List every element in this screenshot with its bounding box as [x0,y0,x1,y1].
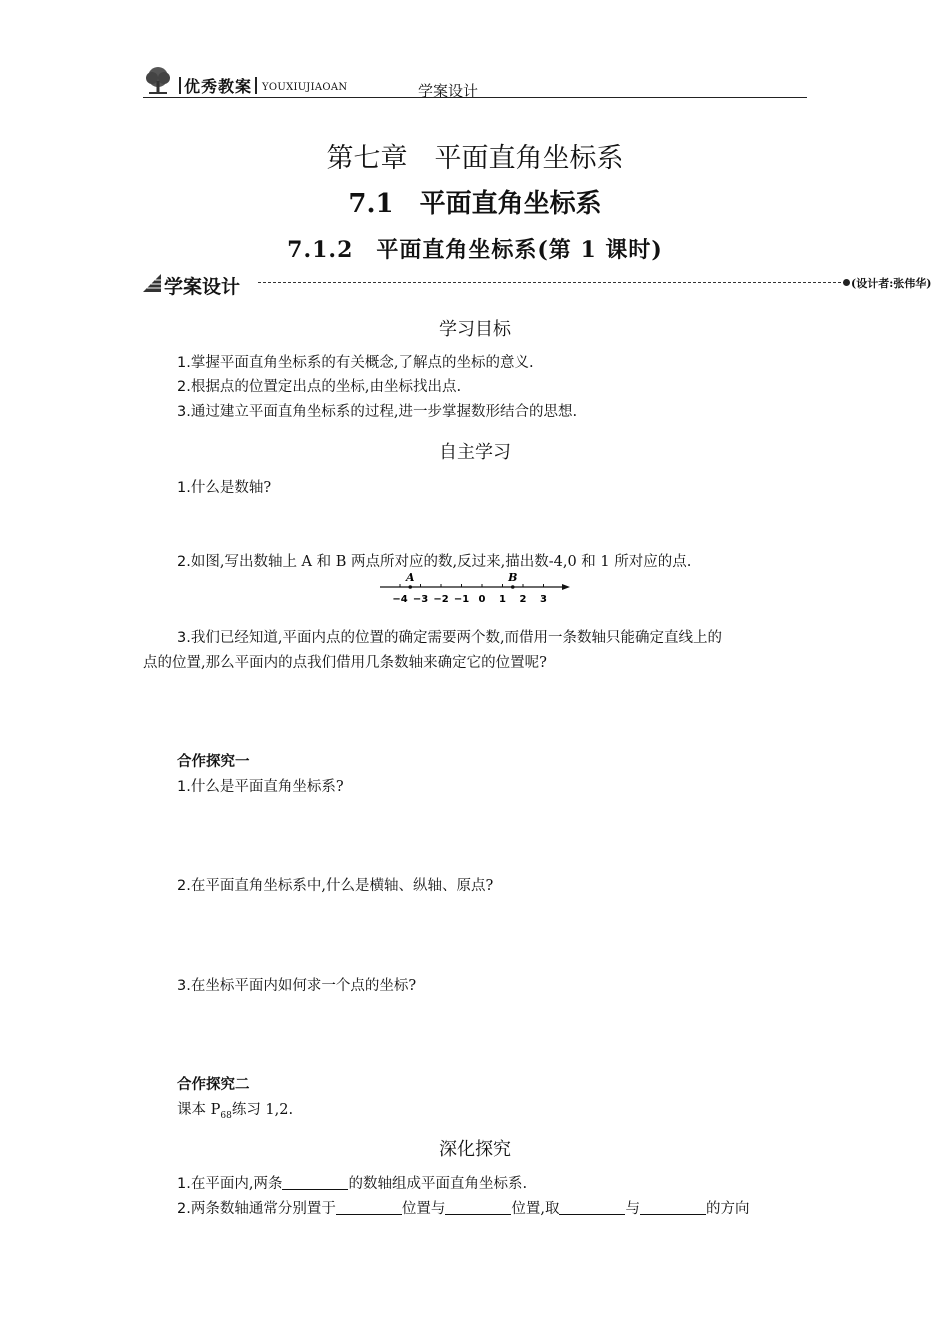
tree-logo-icon [143,66,173,96]
self-study-question: 2.如图,写出数轴上 A 和 B 两点所对应的数,反过来,描出数-4,0 和 1 所对应的点. [177,554,692,570]
brand-name-latin: YOUXIUJIAOAN [262,82,348,93]
coop1-question: 3.在坐标平面内如何求一个点的坐标? [177,978,417,994]
number-line-tick-label: 1 [499,594,506,605]
header-subtitle: 学案设计 [418,82,479,100]
number-line-tick-label: −2 [433,594,449,605]
self-study-question-cont: 点的位置,那么平面内的点我们借用几条数轴来确定它的位置呢? [143,655,547,671]
design-dashed-rule [258,282,846,283]
fill-blank[interactable] [640,1200,706,1215]
number-line-tick-label: −1 [453,594,470,605]
number-line-tick-label: 3 [540,594,547,605]
objective-item: 3.通过建立平面直角坐标系的过程,进一步掌握数形结合的思想. [177,404,578,420]
self-study-heading: 自主学习 [439,442,511,463]
header-rule [143,97,807,98]
brand-name: 优秀教案 [176,74,260,97]
self-study-question: 1.什么是数轴? [177,480,272,496]
number-line-tick-label: 0 [478,594,486,605]
stairs-icon [143,274,161,292]
number-line-arrow [562,584,570,590]
section-title: 7.1 平面直角坐标系 [348,189,602,219]
number-line-tick-label: −4 [392,594,408,605]
coop1-question: 2.在平面直角坐标系中,什么是横轴、纵轴、原点? [177,878,494,894]
coop1-heading: 合作探究一 [177,754,250,770]
lesson-title: 7.1.2 平面直角坐标系(第 1 课时) [287,237,663,263]
design-rule-dot [843,279,850,286]
deepen-heading: 深化探究 [439,1139,511,1160]
number-line-figure [380,572,570,608]
fill-blank[interactable] [559,1200,625,1215]
objective-item: 1.掌握平面直角坐标系的有关概念,了解点的坐标的意义. [177,355,534,371]
deepen-item: 2.两条数轴通常分别置于 位置与 位置,取 与 的方向 [177,1201,750,1217]
point-b-label: B [508,572,518,584]
coop1-question: 1.什么是平面直角坐标系? [177,779,344,795]
design-section-label: 学案设计 [164,276,241,298]
point-a-dot [408,585,412,589]
designer-credit: (设计者:张伟华) [851,277,932,290]
fill-blank[interactable] [336,1200,402,1215]
objectives-heading: 学习目标 [439,319,511,340]
point-b-dot [511,585,515,589]
number-line-tick-label: −3 [412,594,429,605]
self-study-question: 3.我们已经知道,平面内点的位置的确定需要两个数,而借用一条数轴只能确定直线上的 [177,630,723,646]
coop2-text: 课本 $P_{68}$练习 1,2. [177,1102,294,1121]
deepen-item: 1.在平面内,两条 的数轴组成平面直角坐标系. [177,1176,528,1192]
coop2-heading: 合作探究二 [177,1077,250,1093]
number-line-tick-label: 2 [519,594,527,605]
fill-blank[interactable] [445,1200,511,1215]
chapter-title: 第七章 平面直角坐标系 [326,143,624,174]
objective-item: 2.根据点的位置定出点的坐标,由坐标找出点. [177,379,462,395]
point-a-label: A [405,572,415,584]
fill-blank[interactable] [282,1175,348,1190]
